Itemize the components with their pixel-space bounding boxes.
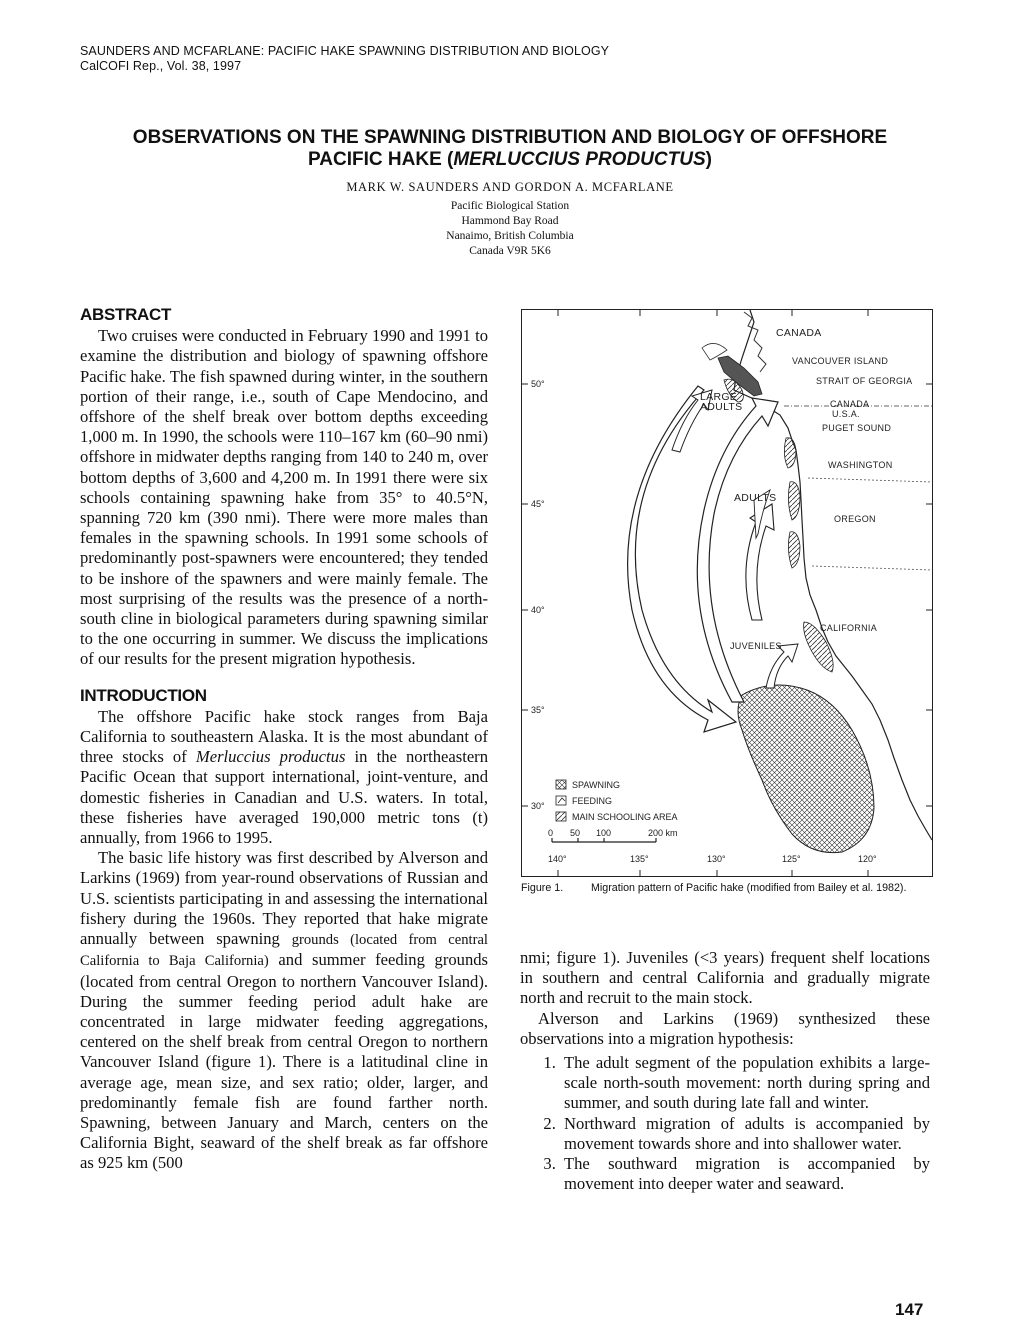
label-juveniles: JUVENILES [730, 641, 782, 651]
label-puget-sound: PUGET SOUND [822, 423, 892, 433]
intro-p2-text-a: The basic life history was first described by Alverson and Larkins (1969) from year-round observations of Russian and U.S. scientists participating in and assessing the international fishery during the 1960s. They reported that hake migrate annually between spawning [80, 848, 488, 949]
legend-swatch-spawning [556, 780, 566, 789]
authors: MARK W. SAUNDERS AND GORDON A. MCFARLANE [346, 180, 674, 194]
label-border-canada: CANADA [830, 399, 870, 409]
intro-paragraph-1 [80, 707, 488, 848]
scale-bar [552, 838, 656, 842]
hypothesis-item: 1. The adult segment of the population exhibits a large-scale north-south movement: north during spring and summer, and south during late fall and winter. [560, 1053, 930, 1114]
legend-label-feeding: FEEDING [572, 796, 613, 806]
running-head-citation: CalCOFI Rep., Vol. 38, 1997 [80, 59, 242, 73]
caption-number: Figure 1. [521, 882, 564, 894]
lat-label-35: 35° [531, 705, 545, 715]
affiliation-line: Nanaimo, British Columbia [446, 230, 574, 242]
label-border-usa: U.S.A. [832, 409, 860, 419]
intro-p2-text-small: grounds (located from central California to Baja California) [80, 932, 488, 970]
feeding-area-oregon-north [788, 482, 800, 520]
legend-swatch-schooling [556, 812, 566, 821]
intro-paragraph-2 [80, 848, 488, 1173]
scale-label-200: 200 km [648, 828, 678, 838]
title-line-2 [60, 149, 960, 171]
lon-label-130: 130° [707, 854, 726, 864]
lat-label-50: 50° [531, 379, 545, 389]
label-large-adults [700, 392, 742, 412]
label-adults: ADULTS [734, 492, 777, 504]
running-head-title: SAUNDERS AND MCFARLANE: PACIFIC HAKE SPAWNING DISTRIBUTION AND BIOLOGY [80, 44, 610, 58]
label-washington: WASHINGTON [828, 460, 893, 470]
running-head [80, 44, 609, 74]
abstract-text: Two cruises were conducted in February 1990 and 1991 to examine the distribution and biology of spawning offshore Pacific hake. The fish spawned during winter, in the southern portion of their range, i.e., south of Cape Mendocino, and offshore of the shelf break over bottom depths exceeding 1,000 m. In 1990, the schools were 110–167 km (60–90 nmi) offshore in midwater depths ranging from 140 to 240 m, over bottom depths of 3,600 and 4,200 m. In 1991 there were six schools containing spawning hake from 35° to 40.5°N, spanning 720 km (390 nmi). There were more males than females in the spawning schools. In 1991 some schools of predominantly post-spawners were encountered; they tended to be inshore of the spawners and were mainly female. The most surprising of the results was the presence of a north-south cline in biological parameters during spawning similar to the one occurring in summer. We discuss the implications of our results for the present migration hypothesis. [80, 326, 488, 669]
hypothesis-item: 2. Northward migration of adults is accompanied by movement towards shore and into shallower water. [560, 1114, 930, 1154]
legend-label-main-schooling: MAIN SCHOOLING AREA [572, 812, 678, 822]
right-column [520, 948, 930, 1194]
lon-label-125: 125° [782, 854, 801, 864]
intro-p2-text-b: and summer feeding grounds (located from central Oregon to northern Vancouver Island). During the summer feeding period adult hake are concentrated in large midwater feeding aggregations, centered on the shelf break from central Oregon to northern Vancouver Island (figure 1). There is a latitudinal cline in average age, mean size, and sex ratio; older, larger, and predominantly female fish are found farther north. Spawning, between January and March, centers on the California Bight, seaward of the shelf break as far offshore as 925 km (500 [80, 950, 488, 1173]
species-name: MERLUCCIUS PRODUCTUS [453, 149, 706, 170]
abstract-heading: ABSTRACT [80, 305, 172, 324]
figure-caption [521, 882, 933, 895]
label-large: LARGE [700, 391, 738, 403]
affiliation [60, 199, 960, 259]
northward-adults-arrow [697, 398, 778, 702]
hypothesis-item: 3. The southward migration is accompanied by movement into deeper water and seaward. [560, 1154, 930, 1194]
oregon-california-border [812, 566, 932, 570]
lon-label-135: 135° [630, 854, 649, 864]
title-line-1: OBSERVATIONS ON THE SPAWNING DISTRIBUTION AND BIOLOGY OF OFFSHORE [132, 127, 888, 148]
affiliation-line: Hammond Bay Road [461, 215, 559, 227]
scale-label-50: 50 [570, 828, 581, 838]
lat-label-30: 30° [531, 801, 545, 811]
hypothesis-list [520, 1053, 930, 1194]
washington-oregon-border [808, 478, 932, 482]
article-title [60, 127, 960, 171]
lon-label-120: 120° [858, 854, 877, 864]
page-number: 147 [895, 1300, 924, 1319]
title-line-2-prefix: PACIFIC HAKE ( [308, 149, 454, 170]
intro-paragraph-4: Alverson and Larkins (1969) synthesized these observations into a migration hypothesis: [520, 1008, 930, 1048]
label-oregon: OREGON [834, 514, 876, 524]
label-strait-of-georgia: STRAIT OF GEORGIA [816, 376, 913, 386]
intro-p1-species: Merluccius productus [195, 747, 346, 767]
lat-label-40: 40° [531, 605, 545, 615]
title-line-2-suffix: ) [705, 149, 712, 170]
scale-label-0: 0 [548, 828, 554, 838]
feeding-area-oregon-south [788, 532, 800, 568]
legend-label-spawning: SPAWNING [572, 780, 621, 790]
affiliation-line: Pacific Biological Station [450, 200, 570, 212]
spawning-area [738, 685, 874, 853]
intro-paragraph-3: nmi; figure 1). Juveniles (<3 years) frequent shelf locations in southern and central California and gradually migrate north and recruit to the main stock. [520, 948, 930, 1008]
intro-p1-text-b: in the northeastern Pacific Ocean that support international, joint-venture, and domestic fisheries in Canadian and U.S. waters. In total, these fisheries have averaged 190,000 metric tons (t) annually, from 1966 to 1995. [80, 747, 489, 848]
caption-text: Migration pattern of Pacific hake (modified from Bailey et al. 1982). [591, 882, 907, 894]
affiliation-line: Canada V9R 5K6 [469, 245, 551, 257]
lat-label-45: 45° [531, 499, 545, 509]
figure-1-map [521, 309, 933, 877]
left-column [80, 305, 488, 1174]
lon-label-140: 140° [548, 854, 567, 864]
intro-p1-text-a: The offshore Pacific hake stock ranges from Baja California to southeastern Alaska. It is the most abundant of three stocks of [80, 706, 488, 767]
label-canada: CANADA [776, 327, 822, 339]
introduction-heading: INTRODUCTION [80, 685, 207, 705]
label-adults-line: ADULTS [700, 401, 743, 413]
label-vancouver-island: VANCOUVER ISLAND [792, 356, 889, 366]
scale-label-100: 100 [596, 828, 612, 838]
label-california: CALIFORNIA [820, 623, 878, 633]
feeding-area-washington [784, 438, 796, 468]
